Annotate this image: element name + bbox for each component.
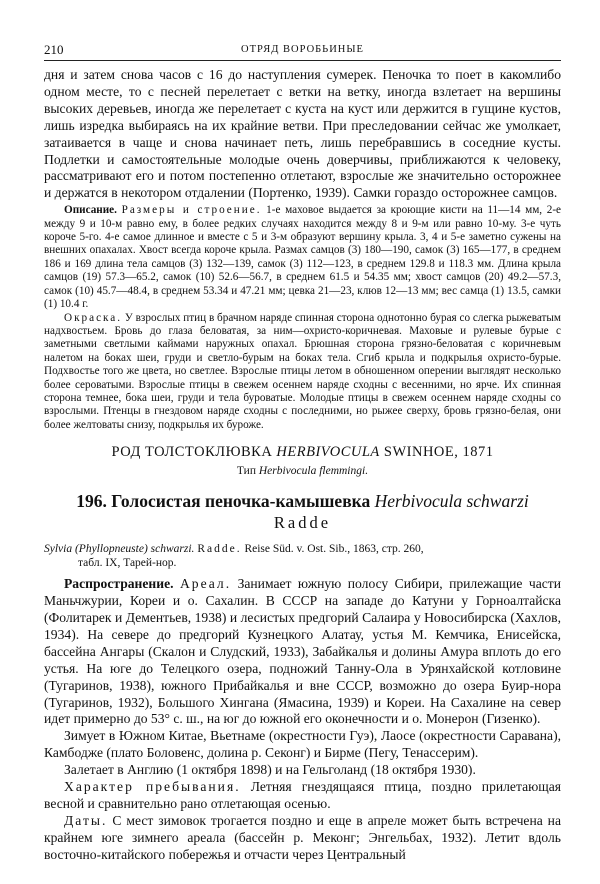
page-number: 210	[44, 42, 64, 57]
range-text: Занимает южную полосу Сибири, прилежащие части Маньчжурии, Кореи и о. Сахалин. В СССР на западе до Катуни у Горноалтайска (Фолитарек и Дементьев, 1938) и лесистых предгорий Салаира у Новосибирска (Хахлов, 1934). На севере до предгорий Кузнецкого Алатау, устья М. Кемчика, Енисейска, бассейна Ангары (Скалон и Слудский, 1933), Забайкалья и долины Амура вплоть до его устья. На юге до Телецкого озера, подножий Танну-Ола в Урянхайской котловине (Тугаринов, 1938), южного Прибайкалья и вне СССР, возможно до озера Буир-нора (Тугаринов, 1932), Большого Хингана (Ямасина, 1939) и Кореи. На Сахалине на север идет примерно до 53° с. ш., на юг до южной его оконечности и о. Монерон (Гизенко).	[44, 576, 561, 727]
page-header	[44, 40, 561, 61]
genus-type-prefix: Тип	[236, 465, 256, 478]
wintering-paragraph: Зимует в Южном Китае, Вьетнаме (окрестности Гуэ), Лаосе (окрестности Саравана), Камбодже (плато Боловенс, долина р. Секонг) и Бирме (Пегу, Тенассерим).	[44, 728, 561, 761]
genus-latin: HERBIVOCULA	[276, 444, 380, 461]
color-subheading: Окраска.	[64, 311, 123, 324]
size-text: 1-е маховое выдается за кроющие кисти на 11—14 мм, 2-е между 9 и 10-м равно ему, в более редких случаях находится между 8 и 9-м или равно 10-му. 3-е чуть короче 5-го. 4-е самое длинное и вместе с 5 и 3-м образуют вершину крыла. 3, 4 и 5-е заметно сужены на внешних опахалах. Хвост всегда короче крыла. Размах самцов (3) 180—190, самок (3) 165—177, в среднем 186 и 169 длина тела самцов (3) 132—139, самок (3) 112—123, в среднем 129.8 и 118.3 мм. Длина крыла самцов (19) 57.3—65.2, самок (10) 52.6—56.7, в среднем 61.5 и 54.35 мм; хвост самцов (20) 49.2—57.3, самок (10) 45.7—48.4, в среднем 53.34 и 47.21 мм; цевка 21—23, клюв 12—13 мм; вес самца (1) 13.5, самки (1) 10.4 г.	[44, 204, 562, 311]
synonym-latin: Sylvia (Phyllopneuste) schwarzi.	[44, 543, 195, 556]
intro-paragraph: дня и затем снова часов с 16 до наступления сумерек. Пеночка то поет в какомлибо одном месте, то с песней перелетает с ветки на ветку, иногда взлетает на вершины высоких деревьев, иногда же перелетает с куста на куст или держится в гущине кустов, лишь изредка выбираясь на их крайние ветви. При преследовании сейчас же умолкает, затаивается в чаще и снова начинает петь, лишь перебравшись в соседние кусты. Подлетки и самостоятельные молодые очень доверчивы, приближаются к человеку, рассматривают его и потом постепенно отлетают, взрослые же значительно осторожнее и держатся в некотором отдалении (Портенко, 1939). Самки гораздо осторожнее самцов.	[44, 67, 561, 201]
species-name: 196. Голосистая пеночка-камышевка	[76, 491, 371, 512]
dates-subheading: Даты.	[64, 812, 108, 828]
running-head: ОТРЯД ВОРОБЬИНЫЕ	[241, 44, 364, 55]
genus-author: SWINHOE, 1871	[383, 444, 494, 461]
dates-paragraph	[44, 813, 561, 864]
description-size-paragraph	[44, 204, 561, 311]
vagrancy-paragraph: Залетает в Англию (1 октября 1898) и на Гельголанд (18 октября 1930).	[64, 762, 476, 778]
genus-name: РОД ТОЛСТОКЛЮВКА	[111, 444, 273, 461]
residence-subheading: Характер пребывания.	[64, 779, 241, 795]
dates-text: С мест зимовок трогается поздно и еще в апреле может быть встречена на крайнем юге зимнего ареала (бассейн р. Меконг; Энгельбах, 1932). Летит вдоль восточно-китайского побережья и отчасти через Центральный	[44, 812, 561, 862]
residence-paragraph	[44, 779, 561, 813]
genus-type-species: Herbivocula flemmingi.	[258, 465, 369, 478]
synonym-citation	[44, 542, 561, 570]
distribution-label: Распространение.	[64, 576, 174, 592]
size-subheading: Размеры и строение.	[121, 204, 262, 217]
species-title	[44, 491, 561, 512]
residence-text: Летняя гнездящаяся птица, поздно прилетающая весной и сравнительно рано отлетающая осенью.	[44, 779, 562, 811]
description-label: Описание.	[64, 204, 117, 217]
synonym-reference-cont: табл. IX, Тарей-нор.	[78, 557, 177, 570]
synonym-reference: Reise Süd. v. Ost. Sib., 1863, стр. 260,	[244, 543, 424, 556]
page	[44, 40, 561, 864]
species-author: Radde	[273, 513, 332, 533]
color-text: У взрослых птиц в брачном наряде спинная сторона однотонно бурая со слегка рыжеватым надхвостьем. Бровь до глаза беловатая, за ним—охристо-коричневая. Маховые и рулевые бурые с заметными светлыми каймами наружных опахал. Брюшная сторона грязно-беловатая с коричневым налетом на боках шеи, груди и светло-бурым на боках тела. Сгиб крыла и подкрылья охристо-бурые. Подхвостье того же цвета, но светлее. Взрослые птицы летом в обношенном оперении выглядят несколько более сероватыми. Взрослые птицы в свежем осеннем наряде сходны с весенними, но ярче. Их спинная сторона темнее, бока шеи, груди и тела буроватые. Молодые птицы в свежем осеннем наряде сходны со взрослыми. Птенцы в гнездовом наряде сходны с последними, но рыжее сверху, бровь грязно-белая, они более желтоваты снизу, подкрылья их буроже.	[44, 311, 561, 431]
species-latin: Herbivocula schwarzi	[374, 491, 529, 512]
synonym-author: Radde.	[197, 543, 242, 556]
genus-heading	[44, 444, 561, 461]
genus-type	[44, 465, 561, 477]
distribution-paragraph	[44, 576, 561, 728]
range-subheading: Ареал.	[179, 576, 232, 592]
description-color-paragraph	[44, 312, 561, 433]
